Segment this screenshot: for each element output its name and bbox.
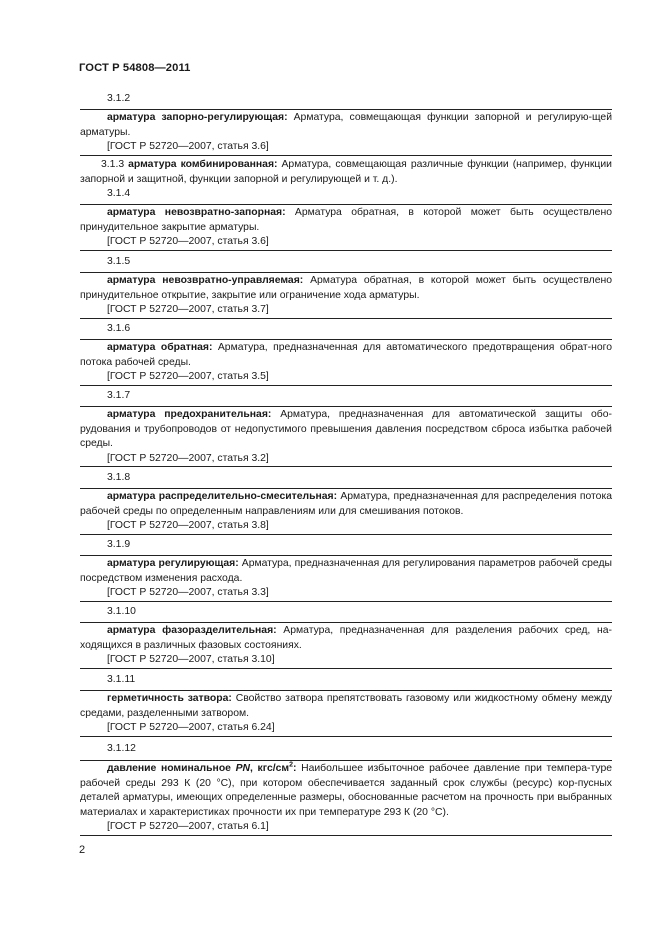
- definition-body: Наибольшее избыточное рабочее давление при темпера-туре рабочей среды 293 К (20 °С), при котором обеспечивается заданный срок службы (ресурс) кор-пусных деталей арматуры, имеющих определенные размеры, обоснованные расчетом на прочность при выбранных материалах и характеристиках прочности их при температуре 293 К (20 °С).: [80, 763, 613, 818]
- term: арматура невозвратно-запорная:: [107, 207, 286, 218]
- source-reference: [ГОСТ Р 52720—2007, статья 6.24]: [107, 722, 275, 734]
- clause-number: 3.1.2: [107, 93, 131, 104]
- definition-box: [80, 406, 612, 467]
- definition-text: [80, 624, 612, 653]
- source-reference: [ГОСТ Р 52720—2007, статья 6.1]: [107, 821, 269, 833]
- definition-text: [80, 206, 612, 235]
- definition-text-plain: [80, 158, 612, 187]
- definition-box: [80, 690, 612, 737]
- definition-text: [80, 341, 612, 370]
- definition-box: [80, 339, 612, 386]
- source-reference: [ГОСТ Р 52720—2007, статья 3.6]: [107, 141, 269, 153]
- clause-number: 3.1.5: [107, 256, 131, 267]
- definition-box: [80, 272, 612, 319]
- clause-number: 3.1.9: [107, 539, 131, 550]
- definition-body: Арматура, предназначенная для автоматического предотвращения обрат-ного потока рабочей среды.: [80, 342, 612, 368]
- definition-body: Арматура, предназначенная для разделения рабочих сред, на-ходящихся в различных фазовых состояниях.: [80, 625, 612, 651]
- definition-body: Арматура, предназначенная для автоматической защиты обо-рудования и трубопроводов от недопустимого превышения давления посредством сброса избытка рабочей среды.: [80, 409, 613, 450]
- definition-text: [80, 692, 612, 721]
- source-reference: [ГОСТ Р 52720—2007, статья 3.7]: [107, 304, 269, 316]
- term: арматура невозвратно-управляемая:: [107, 275, 304, 286]
- term: арматура обратная:: [107, 342, 213, 353]
- source-reference: [ГОСТ Р 52720—2007, статья 3.8]: [107, 520, 269, 532]
- definition-body: Арматура, предназначенная для регулирования параметров рабочей среды посредством изменения расхода.: [80, 558, 612, 584]
- definition-box: [80, 488, 612, 535]
- source-reference: [ГОСТ Р 52720—2007, статья 3.3]: [107, 587, 269, 599]
- term: арматура комбинированная:: [128, 159, 278, 170]
- definition-text: [80, 111, 612, 140]
- definition-box: [80, 555, 612, 602]
- definition-text: [80, 408, 612, 452]
- source-reference: [ГОСТ Р 52720—2007, статья 3.6]: [107, 236, 269, 248]
- term: арматура запорно-регулирующая:: [107, 112, 288, 123]
- term: арматура предохранительная:: [107, 409, 272, 420]
- clause-number: 3.1.8: [107, 472, 131, 483]
- definition-box: [80, 622, 612, 669]
- definition-box: [80, 760, 612, 836]
- term: арматура регулирующая:: [107, 558, 239, 569]
- definition-text: [80, 557, 612, 586]
- source-reference: [ГОСТ Р 52720—2007, статья 3.5]: [107, 371, 269, 383]
- definition-text: [80, 274, 612, 303]
- term: арматура фазоразделительная:: [107, 625, 277, 636]
- page-number: 2: [79, 844, 86, 856]
- clause-number: 3.1.7: [107, 390, 131, 401]
- term: арматура распределительно-смесительная:: [107, 491, 338, 502]
- clause-number: 3.1.11: [107, 674, 136, 685]
- definition-box: [80, 204, 612, 251]
- document-header: ГОСТ Р 54808—2011: [79, 62, 191, 74]
- source-reference: [ГОСТ Р 52720—2007, статья 3.10]: [107, 654, 275, 666]
- definition-body: Арматура, совмещающая функции запорной и регулирую-щей арматуры.: [80, 112, 612, 138]
- clause-number: 3.1.6: [107, 323, 131, 334]
- clause-number: 3.1.12: [107, 743, 136, 754]
- definition-body: Арматура обратная, в которой может быть осуществлено принудительное закрытие арматуры.: [80, 207, 612, 233]
- definition-text: [80, 762, 612, 820]
- term: давление номинальное PN, кгс/$см^2$:: [107, 761, 297, 774]
- clause-number: 3.1.4: [107, 188, 131, 199]
- clause-number: 3.1.10: [107, 606, 136, 617]
- definition-body: Свойство затвора препятствовать газовому или жидкостному обмену между средами, разделенными затвором.: [80, 693, 612, 719]
- definition-body: Арматура обратная, в которой может быть осуществлено принудительное открытие, закрытие или ограничение хода арматуры.: [80, 275, 612, 301]
- definition-box: [80, 109, 612, 156]
- definition-body: Арматура, предназначенная для распределения потока рабочей среды по определенным направлениям или для смешивания потоков.: [80, 491, 612, 517]
- source-reference: [ГОСТ Р 52720—2007, статья 3.2]: [107, 452, 269, 464]
- definition-body: Арматура, совмещающая различные функции (например, функции запорной и защитной, функции запорной и регулирующей и т. д.).: [80, 159, 612, 185]
- term: герметичность затвора:: [107, 693, 232, 704]
- definition-text: [80, 490, 612, 519]
- clause-number: 3.1.3: [101, 159, 129, 170]
